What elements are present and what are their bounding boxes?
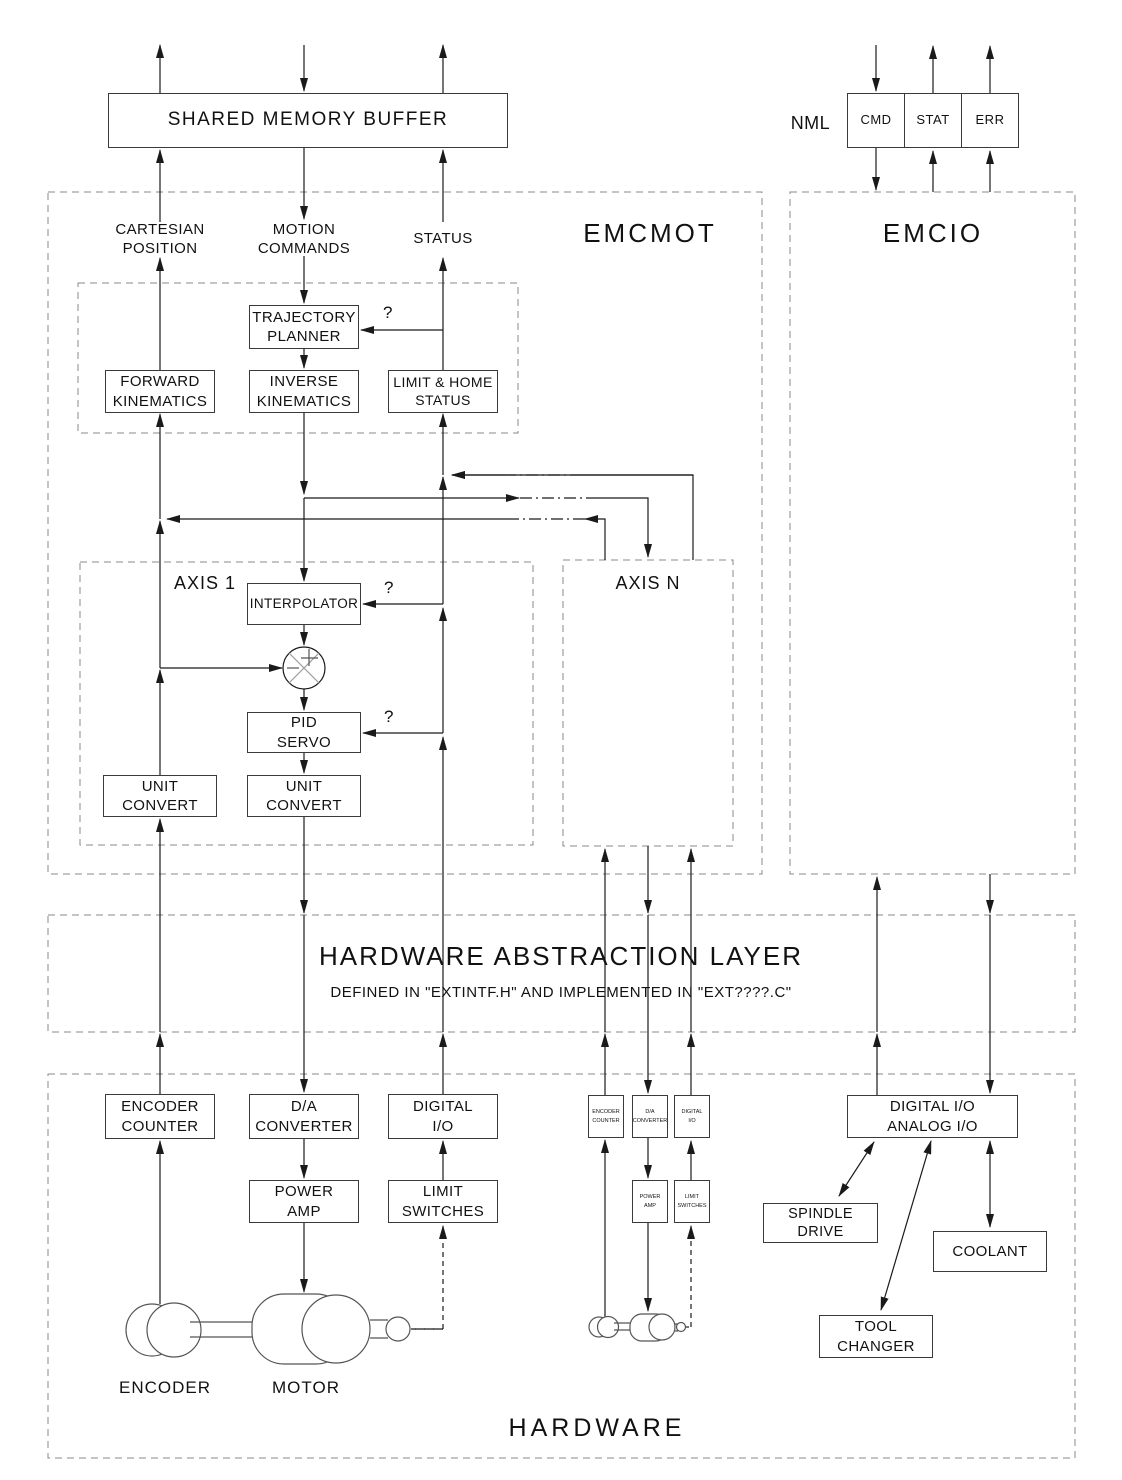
pid-query-mark: ? [384, 707, 394, 726]
motor-encoder-graphic [126, 1294, 443, 1364]
tool-changer-box: TOOL CHANGER [819, 1315, 933, 1358]
coolant-box: COOLANT [933, 1231, 1047, 1272]
axisn-region [563, 560, 733, 846]
forward-kinematics-box: FORWARD KINEMATICS [105, 370, 215, 413]
axisn-column-wires [605, 846, 691, 1327]
nml-cmd-cell: CMD [847, 93, 905, 148]
motor-caption: MOTOR [272, 1378, 340, 1397]
hal-region [48, 915, 1075, 1032]
nml-label: NML [790, 113, 830, 133]
cartesian-position-label: CARTESIAN POSITION [115, 221, 205, 257]
trajectory-query-mark: ? [383, 303, 393, 322]
hal-subtitle: DEFINED IN "EXTINTF.H" AND IMPLEMENTED IN "EXT????.C" [330, 984, 792, 1001]
hal-title: HARDWARE ABSTRACTION LAYER [319, 941, 803, 971]
encoder-caption: ENCODER [118, 1378, 211, 1397]
digital-io-box: DIGITAL I/O [388, 1094, 498, 1139]
motion-commands-label: MOTION COMMANDS [257, 221, 351, 257]
limit-home-status-box: LIMIT & HOME STATUS [388, 370, 498, 413]
inverse-kinematics-box: INVERSE KINEMATICS [249, 370, 359, 413]
nml-stat-cell: STAT [904, 93, 962, 148]
status-label: STATUS [413, 230, 473, 247]
spindle-drive-box: SPINDLE DRIVE [763, 1203, 878, 1243]
interpolator-query-mark: ? [384, 578, 394, 597]
da-converter-small-box: D/A CONVERTER [632, 1095, 668, 1138]
emcio-title: EMCIO [882, 218, 984, 248]
trajectory-planner-box: TRAJECTORY PLANNER [249, 305, 359, 349]
limit-switches-small-box: LIMIT SWITCHES [674, 1180, 710, 1223]
emcmot-title: EMCMOT [583, 218, 717, 248]
power-amp-box: POWER AMP [249, 1180, 359, 1223]
hardware-title: HARDWARE [508, 1414, 686, 1442]
summing-junction [283, 647, 325, 689]
emcio-region [790, 192, 1075, 874]
encoder-counter-box: ENCODER COUNTER [105, 1094, 215, 1139]
pid-servo-box: PID SERVO [247, 712, 361, 753]
nml-err-cell: ERR [961, 93, 1019, 148]
shared-memory-buffer-box: SHARED MEMORY BUFFER [108, 93, 508, 148]
unit-convert-position-box: UNIT CONVERT [103, 775, 217, 817]
limit-switches-box: LIMIT SWITCHES [388, 1180, 498, 1223]
power-amp-small-box: POWER AMP [632, 1180, 668, 1223]
small-motor-encoder-graphic [589, 1314, 686, 1341]
axisn-label: AXIS N [615, 573, 681, 593]
digital-io-small-box: DIGITAL I/O [674, 1095, 710, 1138]
interpolator-box: INTERPOLATOR [247, 583, 361, 625]
encoder-counter-small-box: ENCODER COUNTER [588, 1095, 624, 1138]
digital-analog-io-box: DIGITAL I/O ANALOG I/O [847, 1095, 1018, 1138]
da-converter-box: D/A CONVERTER [249, 1094, 359, 1139]
unit-convert-output-box: UNIT CONVERT [247, 775, 361, 817]
emcmot-region [48, 192, 762, 874]
axis-crossover-wires [167, 475, 693, 560]
axis1-label: AXIS 1 [173, 573, 237, 593]
